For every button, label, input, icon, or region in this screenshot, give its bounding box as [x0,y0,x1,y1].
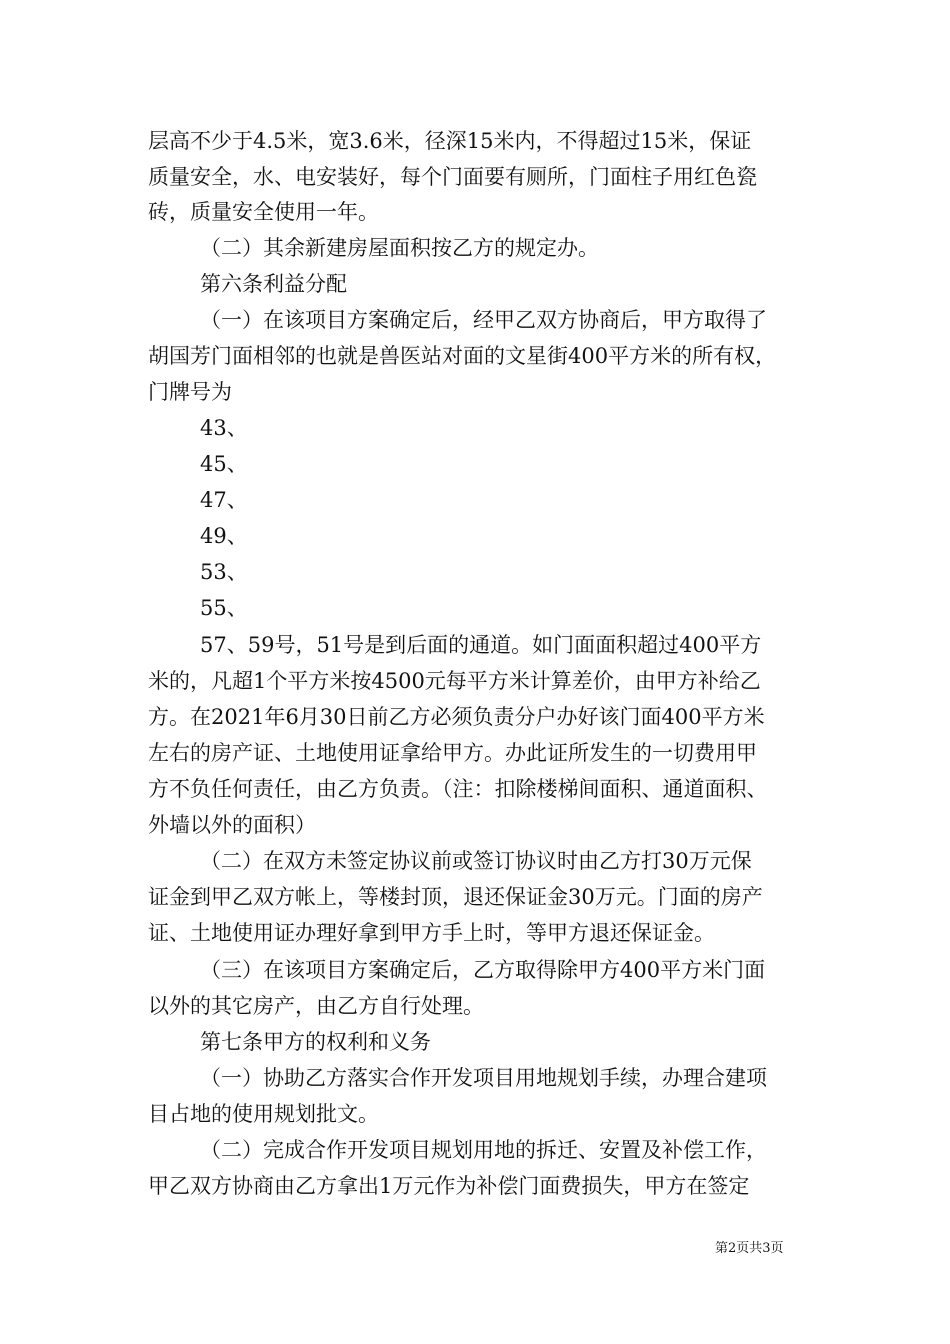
text-line-6: （一）在该项目方案确定后，经甲乙双方协商后，甲方取得了 [200,308,767,332]
door-number-47: 47、 [200,488,248,512]
text-line-17: 方。在2021年6月30日前乙方必须负责分户办好该门面400平方米 [148,705,765,729]
text-line-3: 砖，质量安全使用一年。 [148,200,379,224]
text-line-21: （二）在双方未签定协议前或签订协议时由乙方打30万元保 [200,849,752,873]
text-line-25: 以外的其它房产，由乙方自行处理。 [148,994,484,1018]
door-number-43: 43、 [200,416,248,440]
text-line-30: 甲乙双方协商由乙方拿出1万元作为补偿门面费损失，甲方在签定 [148,1174,750,1198]
text-line-15: 57、59号，51号是到后面的通道。如门面面积超过400平方 [200,633,762,657]
door-number-45: 45、 [200,452,248,476]
text-line-19: 方不负任何责任，由乙方负责。（注：扣除楼梯间面积、通道面积、 [148,777,768,801]
text-line-27: （一）协助乙方落实合作开发项目用地规划手续，办理合建项 [200,1066,767,1090]
text-line-8: 门牌号为 [148,380,232,404]
text-line-24: （三）在该项目方案确定后，乙方取得除甲方400平方米门面 [200,958,766,982]
text-line-1: 层高不少于4.5米，宽3.6米，径深15米内，不得超过15米，保证 [148,129,752,153]
section-heading-6: 第六条利益分配 [200,272,347,296]
text-line-28: 目占地的使用规划批文。 [148,1102,379,1126]
text-line-18: 左右的房产证、土地使用证拿给甲方。办此证所发生的一切费用甲 [148,741,757,765]
text-line-20: 外墙以外的面积） [148,813,316,837]
door-number-49: 49、 [200,524,248,548]
door-number-55: 55、 [200,596,248,620]
text-line-23: 证、土地使用证办理好拿到甲方手上时，等甲方退还保证金。 [148,921,715,945]
text-line-29: （二）完成合作开发项目规划用地的拆迁、安置及补偿工作， [200,1138,767,1162]
page-number-footer: 第2页共3页 [715,1241,784,1256]
text-line-2: 质量安全，水、电安装好，每个门面要有厕所，门面柱子用红色瓷 [148,165,757,189]
text-line-16: 米的，凡超1个平方米按4500元每平方米计算差价，由甲方补给乙 [148,669,761,693]
text-line-7: 胡国芳门面相邻的也就是兽医站对面的文星街400平方米的所有权， [148,344,777,368]
text-line-22: 证金到甲乙双方帐上，等楼封顶，退还保证金30万元。门面的房产 [148,885,763,909]
door-number-53: 53、 [200,560,248,584]
text-line-4: （二）其余新建房屋面积按乙方的规定办。 [200,236,599,260]
section-heading-7: 第七条甲方的权利和义务 [200,1030,431,1054]
